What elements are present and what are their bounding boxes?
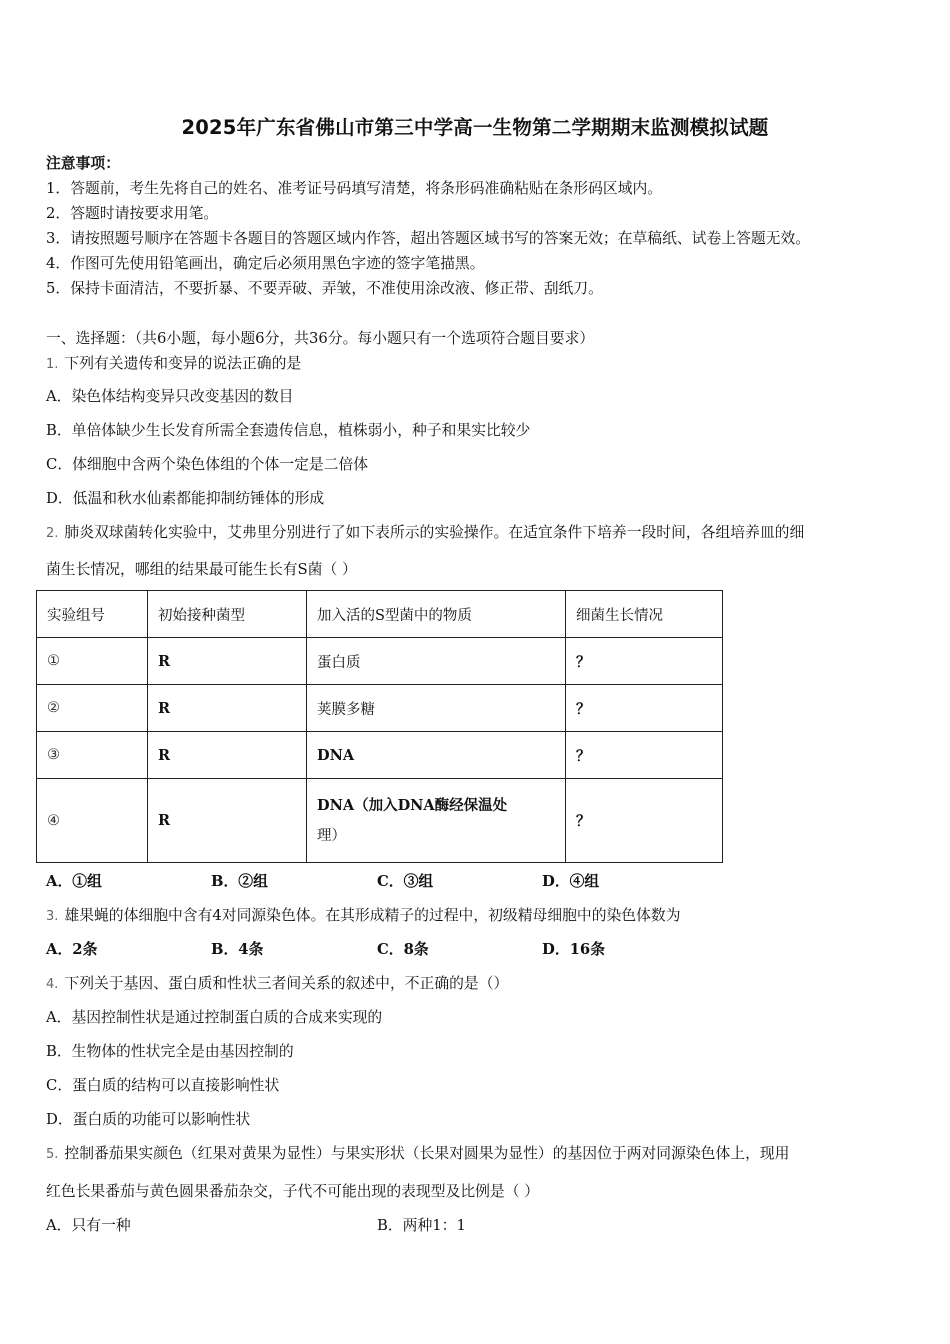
q1-option-b: B．单倍体缺少生长发育所需全套遗传信息，植株弱小，种子和果实比较少 <box>46 422 531 439</box>
question-number: 2. <box>46 526 59 541</box>
table-cell-line: 理） <box>317 827 346 844</box>
table-cell: ③ <box>37 732 148 779</box>
notice-item: 2．答题时请按要求用笔。 <box>46 205 219 222</box>
q4-option-d: D．蛋白质的功能可以影响性状 <box>46 1111 251 1128</box>
question-5 <box>46 1142 789 1163</box>
notice-item: 1．答题前，考生先将自己的姓名、准考证号码填写清楚，将条形码准确粘贴在条形码区域内。 <box>46 180 663 197</box>
q2-option-a: A．①组 <box>46 873 102 890</box>
table-row <box>37 732 723 779</box>
q4-option-b: B．生物体的性状完全是由基因控制的 <box>46 1043 294 1060</box>
q3-option-c: C．8条 <box>377 941 429 958</box>
question-stem: 控制番茄果实颜色（红果对黄果为显性）与果实形状（长果对圆果为显性）的基因位于两对同源染色体上，现用 <box>64 1145 790 1162</box>
table-header-cell: 加入活的S型菌中的物质 <box>307 591 566 638</box>
question-number: 1. <box>46 357 59 372</box>
table-cell: ④ <box>37 779 148 863</box>
table-cell: 荚膜多糖 <box>307 685 566 732</box>
question-4 <box>46 972 508 993</box>
q5-option-a: A．只有一种 <box>46 1217 131 1234</box>
question-number: 5. <box>46 1147 59 1162</box>
table-row <box>37 685 723 732</box>
page-title: 2025年广东省佛山市第三中学高一生物第二学期期末监测模拟试题 <box>181 116 769 139</box>
q3-option-a: A．2条 <box>46 941 98 958</box>
table-cell: ？ <box>566 685 723 732</box>
table-header-cell: 初始接种菌型 <box>148 591 307 638</box>
table-row <box>37 638 723 685</box>
table-cell-line: DNA（加入DNA酶经保温处 <box>317 796 508 814</box>
table-row <box>37 779 723 863</box>
question-2 <box>46 521 804 542</box>
table-cell: ② <box>37 685 148 732</box>
table-cell: DNA <box>307 732 566 779</box>
q5-option-b: B．两种1：1 <box>377 1217 466 1234</box>
notice-item: 5．保持卡面清洁，不要折暴、不要弄破、弄皱，不准使用涂改液、修正带、刮纸刀。 <box>46 280 603 297</box>
table-cell: ？ <box>566 732 723 779</box>
section-heading: 一、选择题：（共6小题，每小题6分，共36分。每小题只有一个选项符合题目要求） <box>46 330 595 347</box>
question-2-line2: 菌生长情况，哪组的结果最可能生长有S菌（ ） <box>46 561 357 578</box>
table-cell: ？ <box>566 638 723 685</box>
question-1 <box>46 352 301 373</box>
experiment-table <box>36 590 723 863</box>
q4-option-c: C．蛋白质的结构可以直接影响性状 <box>46 1077 280 1094</box>
table-header-cell: 细菌生长情况 <box>566 591 723 638</box>
table-cell: ① <box>37 638 148 685</box>
question-stem: 肺炎双球菌转化实验中，艾弗里分别进行了如下表所示的实验操作。在适宜条件下培养一段时间，各组培养皿的细 <box>64 524 805 541</box>
q3-option-b: B．4条 <box>211 941 264 958</box>
q2-option-d: D．④组 <box>542 873 600 890</box>
table-cell: R <box>148 685 307 732</box>
table-cell: 蛋白质 <box>307 638 566 685</box>
table-cell: R <box>148 779 307 863</box>
question-stem: 下列关于基因、蛋白质和性状三者间关系的叙述中，不正确的是（） <box>64 975 509 992</box>
question-3 <box>46 904 681 925</box>
table-cell: R <box>148 732 307 779</box>
notice-item: 4．作图可先使用铅笔画出，确定后必须用黑色字迹的签字笔描黑。 <box>46 255 485 272</box>
table-cell <box>307 779 566 863</box>
q1-option-d: D．低温和秋水仙素都能抑制纺锤体的形成 <box>46 490 325 507</box>
question-5-line2: 红色长果番茄与黄色圆果番茄杂交，子代不可能出现的表现型及比例是（ ） <box>46 1183 540 1200</box>
notice-heading: 注意事项： <box>46 155 120 172</box>
q2-option-b: B．②组 <box>211 873 268 890</box>
table-header-row <box>37 591 723 638</box>
question-stem: 下列有关遗传和变异的说法正确的是 <box>64 355 302 372</box>
q4-option-a: A．基因控制性状是通过控制蛋白质的合成来实现的 <box>46 1009 383 1026</box>
question-number: 3. <box>46 909 59 924</box>
q1-option-a: A．染色体结构变异只改变基因的数目 <box>46 388 294 405</box>
q1-option-c: C．体细胞中含两个染色体组的个体一定是二倍体 <box>46 456 369 473</box>
q2-option-c: C．③组 <box>377 873 434 890</box>
notice-item: 3．请按照题号顺序在答题卡各题目的答题区域内作答，超出答题区域书写的答案无效；在草稿纸、试卷上答题无效。 <box>46 230 811 247</box>
table-cell: ？ <box>566 779 723 863</box>
table-cell: R <box>148 638 307 685</box>
table-header-cell: 实验组号 <box>37 591 148 638</box>
question-number: 4. <box>46 977 59 992</box>
question-stem: 雄果蝇的体细胞中含有4对同源染色体。在其形成精子的过程中，初级精母细胞中的染色体数为 <box>64 907 681 924</box>
q3-option-d: D．16条 <box>542 941 606 958</box>
